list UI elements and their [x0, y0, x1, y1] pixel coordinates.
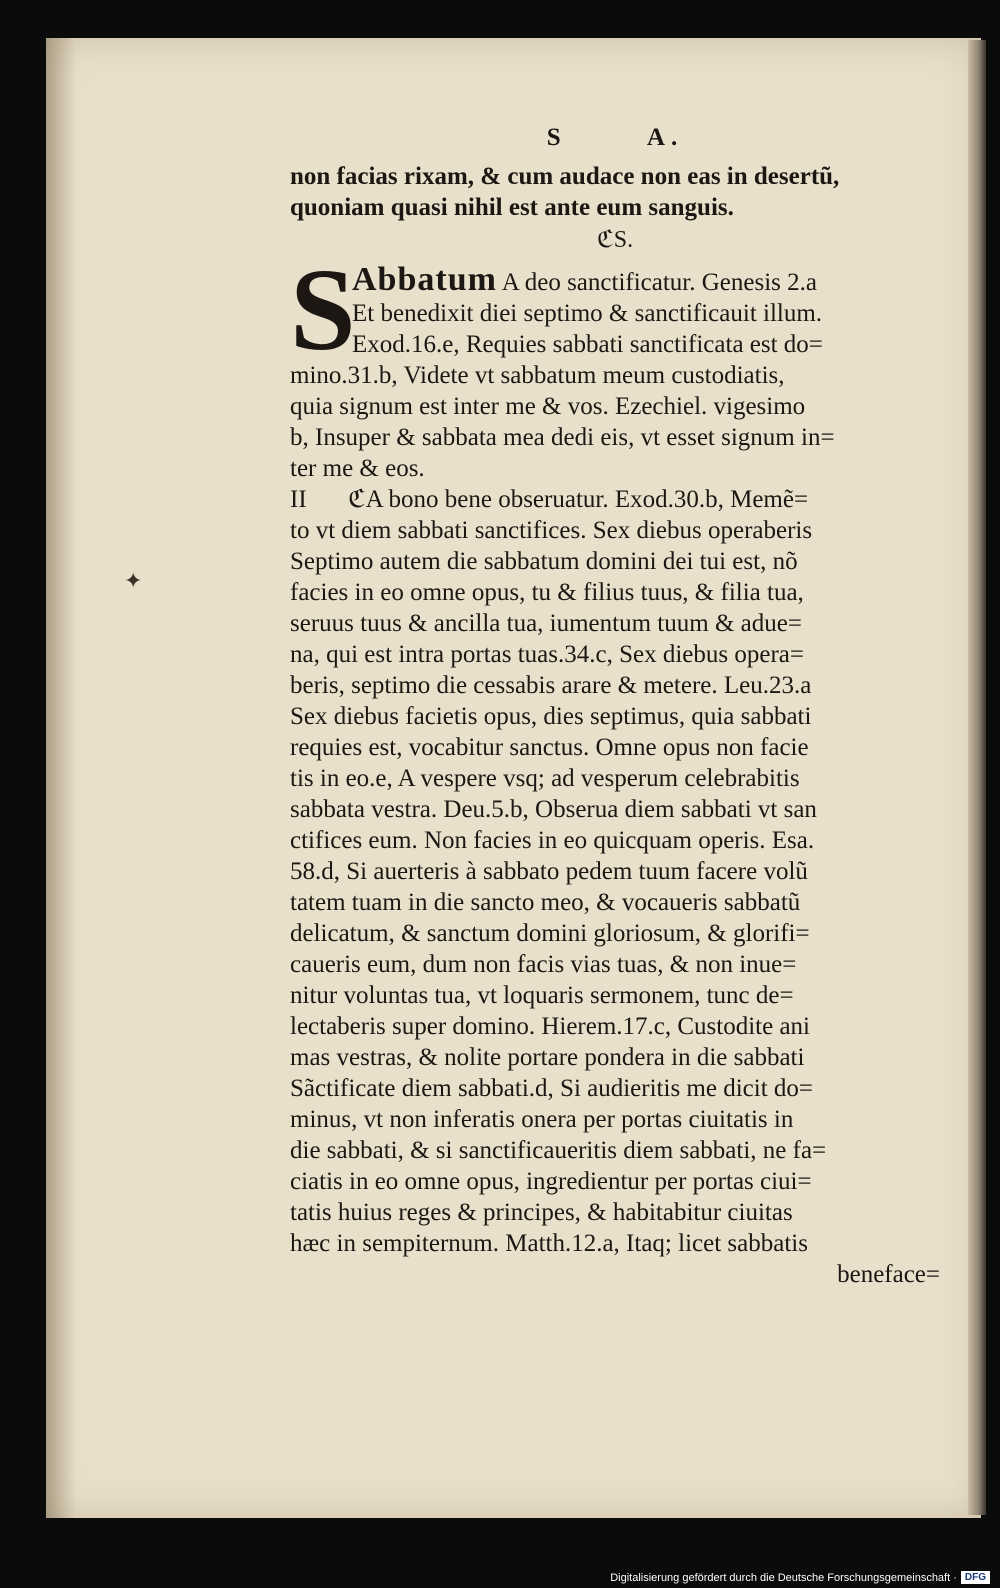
running-head — [290, 122, 940, 153]
text-line: requies est, vocabitur sanctus. Omne opus non facie — [290, 734, 809, 761]
text-line: lectaberis super domino. Hierem.17.c, Custodite ani — [290, 1013, 811, 1040]
text-line: Septimo autem die sabbatum domini dei tui est, nõ — [290, 548, 798, 575]
text-line: to vt diem sabbati sanctifices. Sex diebus operaberis — [290, 517, 813, 544]
text-line: caueris eum, dum non facis vias tuas, & non inue= — [290, 951, 797, 978]
text-line: ciatis in eo omne opus, ingredientur per portas ciui= — [290, 1168, 812, 1195]
section-heading: ℭS. — [596, 227, 634, 253]
text-line: delicatum, & sanctum domini gloriosum, & glorifi= — [290, 920, 810, 947]
dfg-logo: DFG — [961, 1571, 990, 1584]
text-line: nitur voluntas tua, vt loquaris sermonem, tunc de= — [290, 982, 794, 1009]
text-line: mas vestras, & nolite portare pondera in die sabbati — [290, 1044, 805, 1071]
second-paragraph — [290, 484, 940, 1290]
text-line: Exod.16.e, Requies sabbati sanctificata est do= — [352, 331, 823, 358]
initial-paragraph — [290, 244, 940, 484]
drop-cap: S — [290, 244, 356, 375]
text-line: ter me & eos. — [290, 455, 425, 482]
text-line: tis in eo.e, A vespere vsq; ad vesperum celebrabitis — [290, 765, 800, 792]
para2-first-text: ℭA bono bene obseruatur. Exod.30.b, Memẽ= — [348, 486, 809, 513]
text-line: Et benedixit diei septimo & sanctificauit illum. — [352, 300, 823, 327]
text-line: Sãctificate diem sabbati.d, Si audieritis me dicit do= — [290, 1075, 813, 1102]
page-text — [290, 122, 940, 1290]
text-line: tatem tuam in die sancto meo, & vocaueris sabbatũ — [290, 889, 801, 916]
text-line: facies in eo omne opus, tu & filius tuus, & filia tua, — [290, 579, 804, 606]
running-head-left: S — [546, 124, 567, 151]
text-line: hæc in sempiternum. Matth.12.a, Itaq; licet sabbatis — [290, 1230, 808, 1257]
text-line: minus, vt non inferatis onera per portas ciuitatis in — [290, 1106, 794, 1133]
gutter-shadow — [46, 38, 76, 1518]
text-line: non facias rixam, & cum audace non eas in desertũ, — [290, 163, 840, 190]
text-line — [290, 261, 940, 298]
page-edge — [968, 40, 986, 1515]
text-line: tatis huius reges & principes, & habitabitur ciuitas — [290, 1199, 793, 1226]
text-line — [290, 484, 940, 515]
text-line: Sex diebus facietis opus, dies septimus, quia sabbati — [290, 703, 812, 730]
running-head-right: A. — [646, 124, 684, 151]
credit-text: Digitalisierung gefördert durch die Deutsche Forschungsgemeinschaft · — [610, 1571, 957, 1584]
paragraph-number: II — [290, 486, 307, 513]
text-line: beris, septimo die cessabis arare & metere. Leu.23.a — [290, 672, 812, 699]
text-line: die sabbati, & si sanctificaueritis diem sabbati, ne fa= — [290, 1137, 827, 1164]
catchword: beneface= — [837, 1261, 940, 1288]
text-line: ctifices eum. Non facies in eo quicquam operis. Esa. — [290, 827, 815, 854]
first-line-rest: A deo sanctificatur. Genesis 2.a — [496, 269, 817, 296]
text-line: quoniam quasi nihil est ante eum sanguis. — [290, 194, 734, 221]
ink-blot-mark: ✦ — [124, 568, 143, 593]
text-line: 58.d, Si auerteris à sabbato pedem tuum facere volũ — [290, 858, 808, 885]
text-line: seruus tuus & ancilla tua, iumentum tuum & adue= — [290, 610, 802, 637]
text-line: mino.31.b, Videte vt sabbatum meum custodiatis, — [290, 362, 785, 389]
digitization-credit — [610, 1571, 990, 1584]
text-line: quia signum est inter me & vos. Ezechiel. vigesimo — [290, 393, 806, 420]
text-line: na, qui est intra portas tuas.34.c, Sex diebus opera= — [290, 641, 804, 668]
text-line: sabbata vestra. Deu.5.b, Obserua diem sabbati vt san — [290, 796, 817, 823]
text-line: b, Insuper & sabbata mea dedi eis, vt esset signum in= — [290, 424, 835, 451]
gothic-word: Abbatum — [352, 261, 497, 298]
